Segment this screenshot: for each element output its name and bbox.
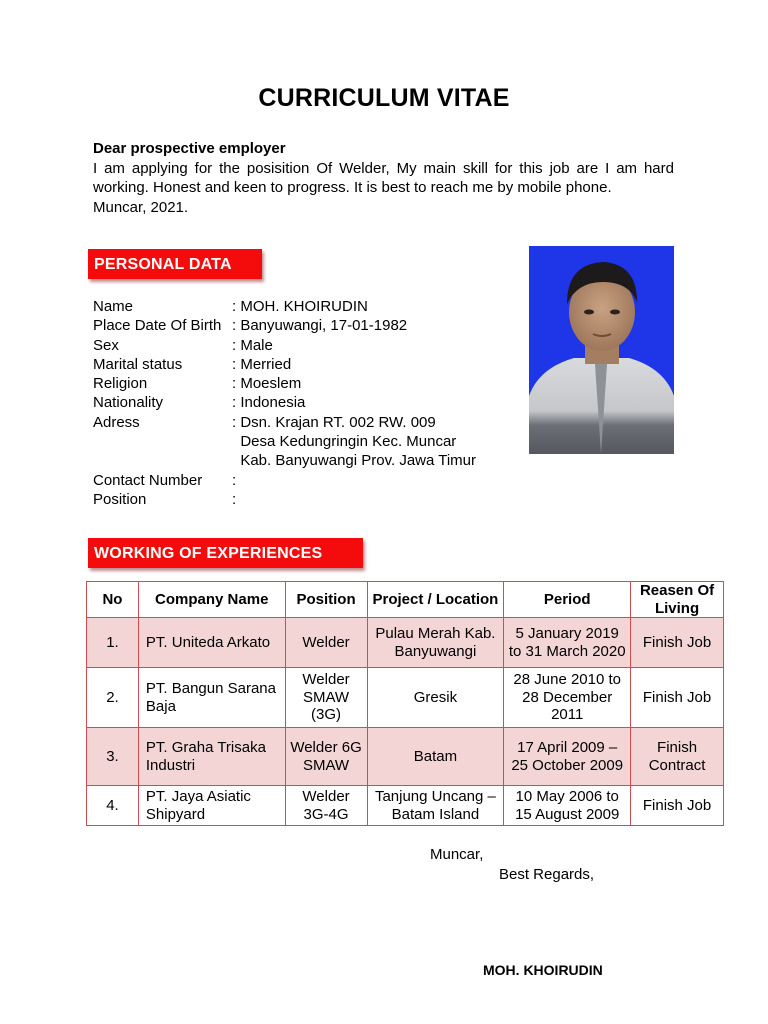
personal-row [93, 316, 476, 335]
personal-row [93, 297, 476, 316]
cell-position: Welder 6G SMAW [285, 728, 367, 786]
field-label: Adress [93, 413, 140, 431]
section-work-experience: WORKING OF EXPERIENCES [88, 538, 363, 568]
profile-photo [529, 246, 674, 454]
section-personal-data: PERSONAL DATA [88, 249, 262, 279]
table-row [87, 728, 724, 786]
personal-row [93, 374, 476, 393]
personal-row [93, 355, 476, 374]
personal-row [93, 432, 476, 451]
field-label [93, 451, 232, 470]
field-value: Desa Kedungringin Kec. Muncar [232, 433, 457, 451]
col-header-period: Period [504, 582, 631, 618]
place-date: Muncar, 2021. [93, 198, 189, 216]
cell-no: 2. [87, 668, 139, 728]
personal-row [93, 336, 476, 355]
field-value: : Banyuwangi, 17-01-1982 [232, 317, 408, 335]
cell-reason: Finish Contract [631, 728, 724, 786]
cell-period: 10 May 2006 to 15 August 2009 [504, 786, 631, 826]
closing-city: Muncar, [430, 846, 484, 863]
cell-location: Tanjung Uncang – Batam Island [367, 786, 504, 826]
cell-company: PT. Uniteda Arkato [138, 618, 285, 668]
table-header-row [87, 582, 724, 618]
field-label: Name [93, 298, 134, 315]
field-label: Religion [93, 375, 148, 393]
cell-no: 1. [87, 618, 139, 668]
personal-row [93, 490, 476, 509]
col-header-location: Project / Location [367, 582, 504, 618]
col-header-company: Company Name [138, 582, 285, 618]
cell-reason: Finish Job [631, 618, 724, 668]
intro-body: I am applying for the posisition Of Welder, My main skill for this job are I am hard working. Honest and keen to progress. It is best to reach me by mobile phone. [93, 159, 674, 196]
field-value: : [232, 490, 237, 508]
table-row [87, 668, 724, 728]
personal-row [93, 413, 476, 432]
cell-company: PT. Graha Trisaka Industri [138, 728, 285, 786]
field-label: Contact Number [93, 471, 203, 489]
cell-company: PT. Bangun Sarana Baja [138, 668, 285, 728]
cell-position: Welder 3G-4G [285, 786, 367, 826]
cell-period: 28 June 2010 to 28 December 2011 [504, 668, 631, 728]
cell-position: Welder [285, 618, 367, 668]
field-value: : Indonesia [232, 394, 306, 412]
field-label: Nationality [93, 394, 164, 412]
field-label [93, 432, 232, 451]
page-title: CURRICULUM VITAE [258, 84, 510, 112]
field-value: : Male [232, 336, 273, 354]
field-value: : [232, 471, 237, 489]
personal-data-list [93, 297, 476, 509]
cell-period: 5 January 2019 to 31 March 2020 [504, 618, 631, 668]
col-header-position: Position [285, 582, 367, 618]
cell-company: PT. Jaya Asiatic Shipyard [138, 786, 285, 826]
cell-location: Batam [367, 728, 504, 786]
col-header-no: No [87, 582, 139, 618]
cell-reason: Finish Job [631, 786, 724, 826]
cell-reason: Finish Job [631, 668, 724, 728]
field-value: Kab. Banyuwangi Prov. Jawa Timur [232, 452, 476, 470]
table-row [87, 786, 724, 826]
personal-row [93, 471, 476, 490]
signature-name: MOH. KHOIRUDIN [483, 962, 603, 978]
cell-position: Welder SMAW (3G) [285, 668, 367, 728]
cell-no: 4. [87, 786, 139, 826]
field-value: : MOH. KHOIRUDIN [232, 298, 368, 315]
field-label: Position [93, 490, 147, 508]
table-row [87, 618, 724, 668]
field-label: Marital status [93, 355, 183, 373]
personal-row [93, 393, 476, 412]
intro-letter [93, 139, 674, 217]
field-value: : Dsn. Krajan RT. 002 RW. 009 [232, 413, 436, 431]
field-value: : Merried [232, 355, 292, 373]
cell-location: Pulau Merah Kab. Banyuwangi [367, 618, 504, 668]
personal-row [93, 451, 476, 470]
field-value: : Moeslem [232, 375, 302, 393]
field-label: Sex [93, 336, 119, 354]
cell-location: Gresik [367, 668, 504, 728]
greeting: Dear prospective employer [93, 140, 286, 157]
cell-period: 17 April 2009 – 25 October 2009 [504, 728, 631, 786]
field-label: Place Date Of Birth [93, 317, 222, 335]
col-header-reason: Reasen Of Living [631, 582, 724, 618]
closing-regards: Best Regards, [499, 866, 595, 883]
experience-table [86, 581, 724, 826]
cell-no: 3. [87, 728, 139, 786]
